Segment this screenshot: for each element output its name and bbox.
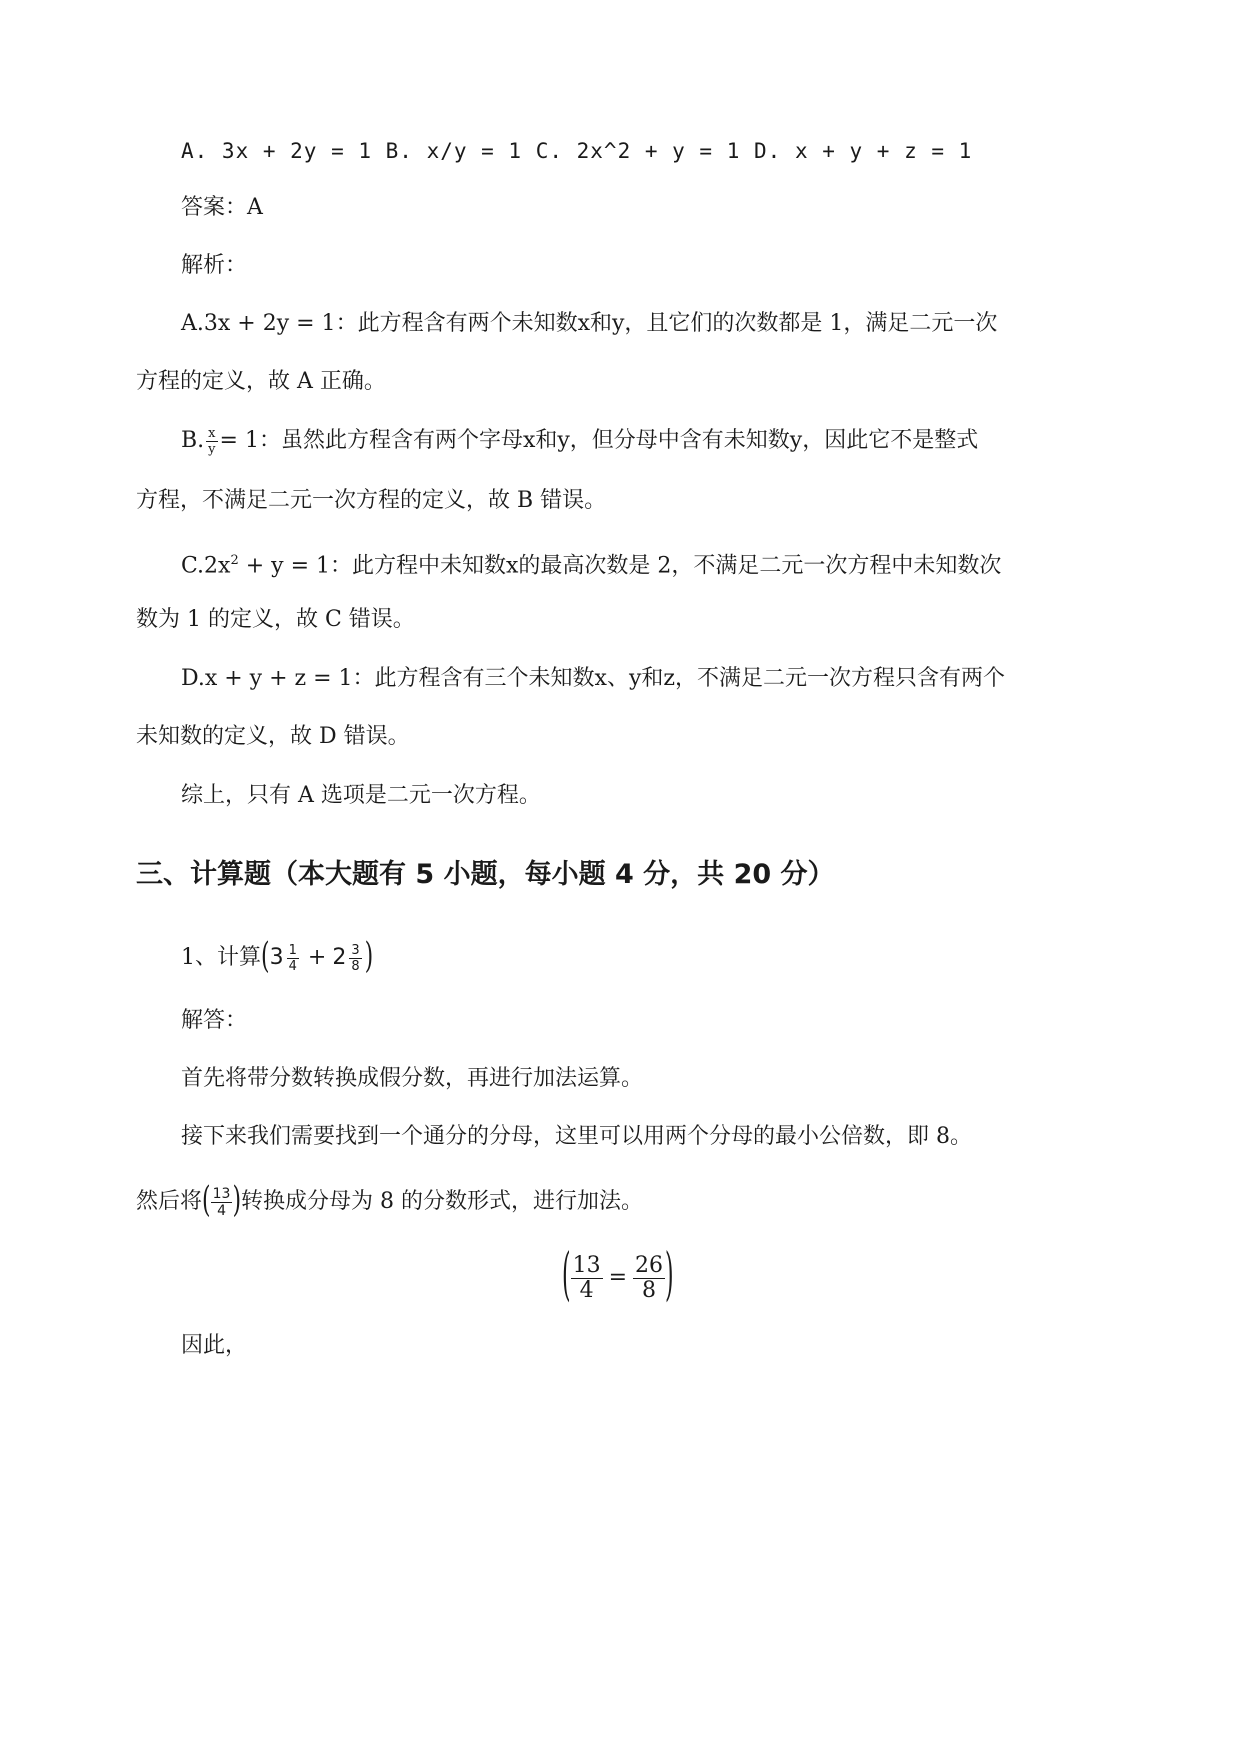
step-1-text: 首先将带分数转换成假分数，再进行加法运算。 bbox=[181, 1066, 644, 1091]
analysis-d-text2: 未知数的定义，故 D 错误。 bbox=[136, 724, 410, 749]
display-den-left: 4 bbox=[579, 1277, 594, 1303]
step-3-paren-left: ( bbox=[202, 1181, 211, 1222]
question-1-operator: + bbox=[307, 945, 327, 970]
therefore-line bbox=[181, 1331, 247, 1361]
analysis-a-line2 bbox=[136, 367, 386, 397]
solution-label-text: 解答： bbox=[181, 1008, 248, 1033]
analysis-b-fraction bbox=[206, 427, 217, 456]
analysis-c-line1 bbox=[181, 546, 1001, 581]
question-1-fraction1 bbox=[287, 944, 299, 973]
question-1-den2: 8 bbox=[351, 958, 360, 974]
display-den-right: 8 bbox=[642, 1277, 657, 1303]
analysis-a-prefix: A. bbox=[181, 311, 204, 336]
display-fraction-right bbox=[633, 1252, 665, 1303]
analysis-label-text: 解析： bbox=[181, 253, 248, 278]
question-1 bbox=[181, 938, 373, 978]
question-1-paren-right: ) bbox=[364, 937, 374, 978]
step-3-denominator: 4 bbox=[217, 1202, 226, 1219]
options-text: A. 3x + 2y = 1 B. x/y = 1 C. 2x^2 + y = 1 D. x + y + z = 1 bbox=[181, 139, 973, 163]
analysis-c-equation-base: 2x bbox=[204, 553, 231, 579]
question-1-whole1: 3 bbox=[269, 945, 284, 970]
analysis-d-prefix: D. bbox=[181, 666, 205, 691]
analysis-c-text1: ：此方程中未知数x的最高次数是 2，不满足二元一次方程中未知数次 bbox=[330, 553, 1002, 579]
analysis-c-text2: 数为 1 的定义，故 C 错误。 bbox=[136, 607, 415, 632]
analysis-d-equation: x + y + z = 1 bbox=[204, 666, 353, 691]
solution-label bbox=[181, 1006, 247, 1036]
options-line bbox=[181, 136, 972, 166]
answer-line bbox=[181, 193, 263, 223]
display-paren-right: ) bbox=[665, 1244, 674, 1310]
section-heading-text: 三、计算题（本大题有 5 小题，每小题 4 分，共 20 分） bbox=[136, 859, 835, 890]
therefore-text: 因此， bbox=[181, 1333, 248, 1358]
step-2 bbox=[181, 1122, 972, 1152]
step-3-prefix: 然后将 bbox=[136, 1189, 203, 1214]
analysis-a-text1: ：此方程含有两个未知数x和y，且它们的次数都是 1，满足二元一次 bbox=[335, 311, 998, 336]
step-3-paren-right: ) bbox=[232, 1181, 242, 1222]
question-1-whole2: 2 bbox=[332, 945, 347, 970]
analysis-a-line1 bbox=[181, 309, 997, 339]
step-3-fraction bbox=[211, 1187, 233, 1218]
analysis-label bbox=[181, 251, 247, 281]
analysis-b-line2 bbox=[136, 486, 606, 516]
step-1 bbox=[181, 1064, 643, 1094]
analysis-c-equation-rest: + y = 1 bbox=[238, 553, 330, 579]
step-3-suffix: 转换成分母为 8 的分数形式，进行加法。 bbox=[241, 1189, 644, 1214]
analysis-b-prefix: B. bbox=[181, 428, 205, 453]
question-1-den1: 4 bbox=[288, 958, 297, 974]
analysis-d-line2 bbox=[136, 722, 410, 752]
section-heading bbox=[136, 857, 835, 893]
analysis-b-text2: 方程，不满足二元一次方程的定义，故 B 错误。 bbox=[136, 488, 607, 513]
question-1-label: 1、计算 bbox=[181, 945, 261, 970]
analysis-a-text2: 方程的定义，故 A 正确。 bbox=[136, 369, 386, 394]
step-3-numerator: 13 bbox=[212, 1185, 231, 1202]
question-1-paren-left: ( bbox=[261, 937, 270, 978]
analysis-b-text1: ：虽然此方程含有两个字母x和y，但分母中含有未知数y，因此它不是整式 bbox=[258, 428, 979, 453]
display-num-left: 13 bbox=[572, 1252, 601, 1278]
analysis-d-line1 bbox=[181, 664, 1005, 694]
display-equals: = bbox=[608, 1265, 628, 1290]
analysis-summary-text: 综上，只有 A 选项是二元一次方程。 bbox=[181, 783, 541, 808]
analysis-d-text1: ：此方程含有三个未知数x、y和z，不满足二元一次方程只含有两个 bbox=[352, 666, 1005, 691]
step-2-text: 接下来我们需要找到一个通分的分母，这里可以用两个分母的最小公倍数，即 8。 bbox=[181, 1124, 972, 1149]
display-num-right: 26 bbox=[635, 1252, 664, 1278]
analysis-c-prefix: C. bbox=[181, 553, 205, 579]
display-paren-left: ( bbox=[562, 1244, 571, 1310]
analysis-c-exponent: 2 bbox=[230, 553, 239, 568]
analysis-b-denominator: y bbox=[208, 441, 216, 457]
analysis-b-equation-rest: = 1 bbox=[219, 428, 259, 453]
question-1-num2: 3 bbox=[351, 942, 360, 958]
analysis-summary bbox=[181, 781, 541, 811]
analysis-b-line1 bbox=[181, 426, 978, 456]
question-1-num1: 1 bbox=[288, 942, 297, 958]
analysis-b-numerator: x bbox=[208, 425, 216, 441]
answer-text: 答案：A bbox=[181, 195, 263, 220]
analysis-c-line2 bbox=[136, 605, 415, 635]
analysis-a-equation: 3x + 2y = 1 bbox=[203, 311, 336, 336]
display-fraction-left bbox=[571, 1252, 603, 1303]
question-1-fraction2 bbox=[349, 944, 361, 973]
display-equation bbox=[562, 1244, 674, 1310]
